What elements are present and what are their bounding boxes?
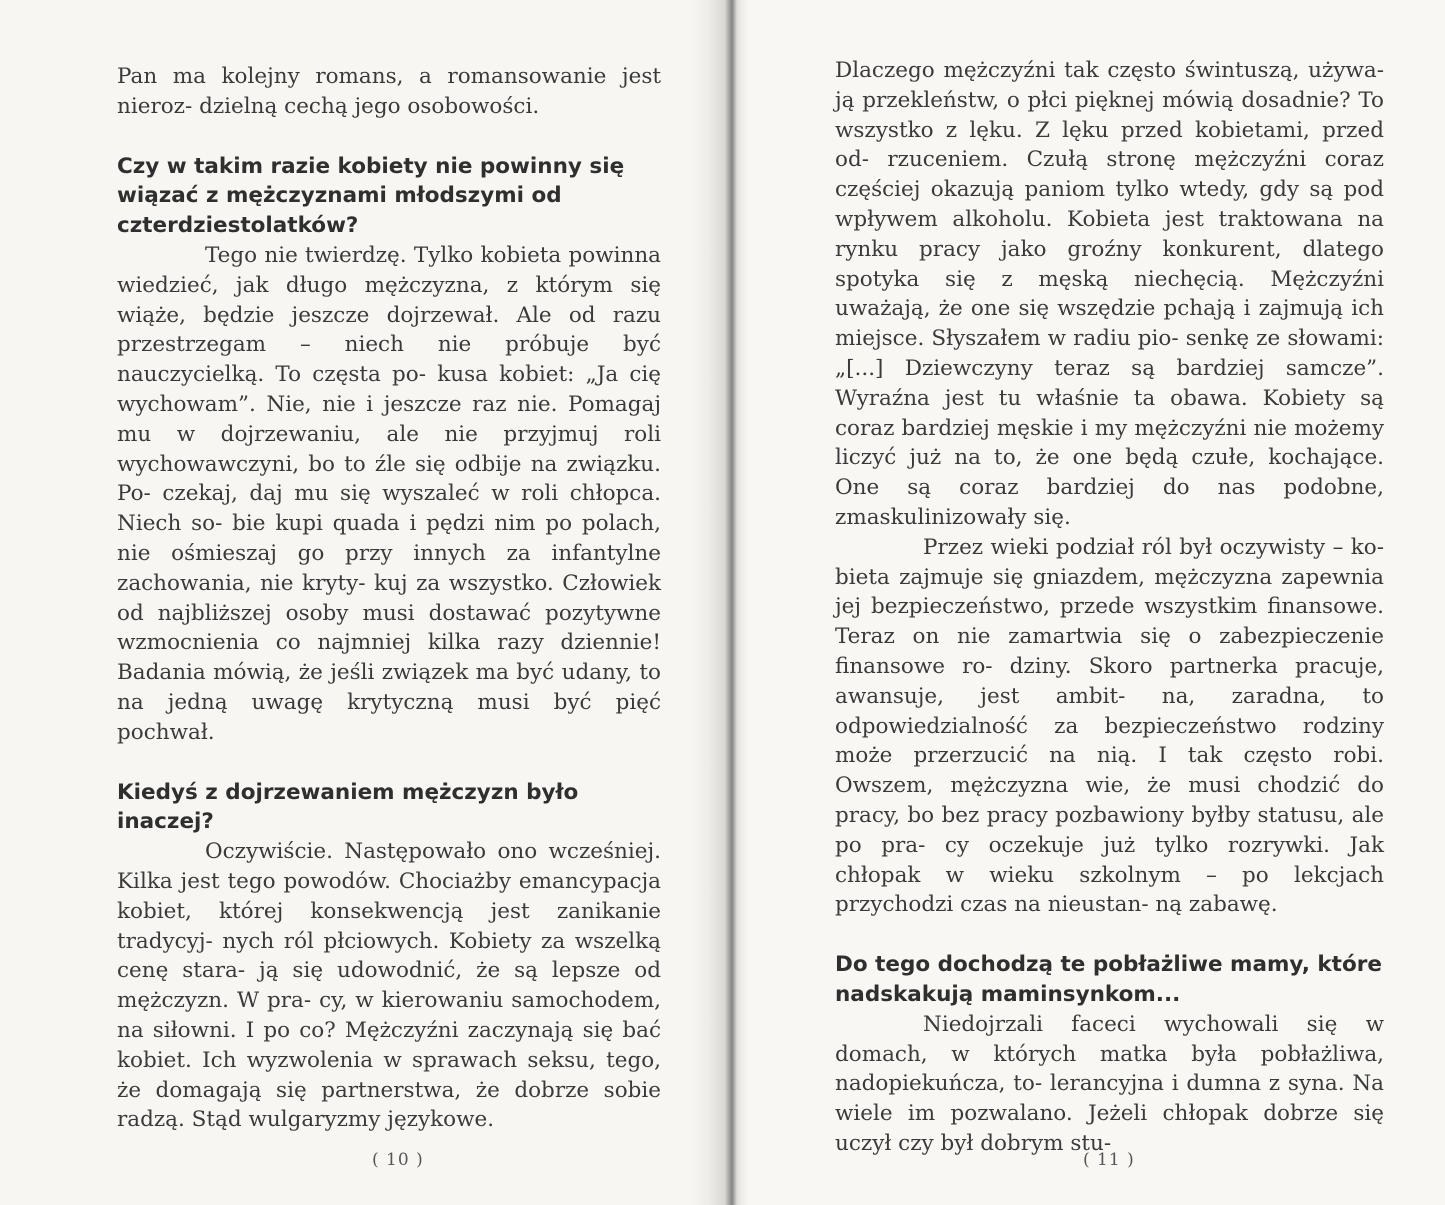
question-heading: Czy w takim razie kobiety nie powinny się wiązać z mężczyznami młodszymi od czterdziestolatków?: [117, 153, 625, 239]
question-heading: Kiedyś z dojrzewaniem mężczyzn było inaczej?: [117, 779, 579, 835]
page-number: ( 11 ): [1083, 1150, 1135, 1170]
right-page-text: [835, 56, 1384, 1159]
paragraph: Dlaczego mężczyźni tak często świntuszą, używa- ją przekleństw, o płci pięknej mówią dosadnie? To wszystko z lęku. Z lęku przed kobietami, przed od- rzuceniem. Czułą stronę mężczyźni coraz częściej okazują paniom tylko wtedy, gdy są pod wpływem alkoholu. Kobieta jest traktowana na rynku pracy jako groźny konkurent, dlatego spotyka się z męską niechęcią. Mężczyźni uważają, że one się wszędzie pchają i zajmują ich miejsce. Słyszałem w radiu pio- senkę ze słowami: „[...] Dziewczyny teraz są bardziej samcze”. Wyraźna jest tu właśnie ta obawa. Kobiety są coraz bardziej męskie i my mężczyźni nie możemy liczyć już na to, że one będą czułe, kochające. One są coraz bardziej do nas podobne, zmaskulinizowały się.: [835, 58, 1384, 530]
right-page: [738, 0, 1445, 1205]
book-gutter-shadow: [690, 0, 750, 1205]
paragraph: Tego nie twierdzę. Tylko kobieta powinna wiedzieć, jak długo mężczyzna, z którym się wiąże, będzie jeszcze dojrzewał. Ale od razu przestrzegam – niech nie próbuje być nauczycielką. To częsta po- kusa kobiet: „Ja cię wychowam”. Nie, nie i jeszcze raz nie. Pomagaj mu w dojrzewaniu, ale nie przyjmuj roli wychowawczyni, bo to źle się odbije na związku. Po- czekaj, daj mu się wyszaleć w roli chłopca. Niech so- bie kupi quada i pędzi nim po polach, nie ośmieszaj go przy innych za infantylne zachowania, nie kryty- kuj za wszystko. Człowiek od najbliższej osoby musi dostawać pozytywne wzmocnienia co najmniej kilka razy dziennie! Badania mówią, że jeśli związek ma być udany, to na jedną uwagę krytyczną musi być pięć pochwał.: [117, 242, 661, 745]
paragraph: Pan ma kolejny romans, a romansowanie jest nieroz- dzielną cechą jego osobowości.: [117, 64, 661, 119]
page-number: ( 10 ): [372, 1150, 424, 1170]
question-heading: Do tego dochodzą te pobłażliwe mamy, które nadskakują maminsynkom...: [835, 952, 1382, 1007]
left-page-text: [117, 62, 661, 1135]
paragraph: Oczywiście. Następowało ono wcześniej. Kilka jest tego powodów. Chociażby emancypacja kobiet, której konsekwencją jest zanikanie tradycyj- nych ról płciowych. Kobiety za wszelką cenę stara- ją się udowodnić, że są lepsze od mężczyzn. W pra- cy, w kierowaniu samochodem, na siłowni. I po co? Mężczyźni zaczynają się bać kobiet. Ich wyzwolenia w sprawach seksu, tego, że domagają się partnerstwa, że dobrze sobie radzą. Stąd wulgaryzmy językowe.: [117, 839, 661, 1133]
paragraph: Przez wieki podział ról był oczywisty – ko- bieta zajmuje się gniazdem, mężczyzna zapewnia jej bezpieczeństwo, przede wszystkim finansowe. Teraz on nie zamartwia się o zabezpieczenie finansowe ro- dziny. Skoro partnerka pracuje, awansuje, jest ambit- na, zaradna, to odpowiedzialność za bezpieczeństwo rodziny może przerzucić na nią. I tak często robi. Owszem, mężczyzna wie, że musi chodzić do pracy, bo bez pracy pozbawiony byłby statusu, ale po pra- cy oczekuje już tylko rozrywki. Jak chłopak w wieku szkolnym – po lekcjach przychodzi czas na nieustan- ną zabawę.: [835, 534, 1384, 918]
paragraph: Niedojrzali faceci wychowali się w domach, w których matka była pobłażliwa, nadopiekuńcza, to- lerancyjna i dumna z syna. Na wiele im pozwalano. Jeżeli chłopak dobrze się uczył czy był dobrym stu-: [835, 1011, 1384, 1156]
